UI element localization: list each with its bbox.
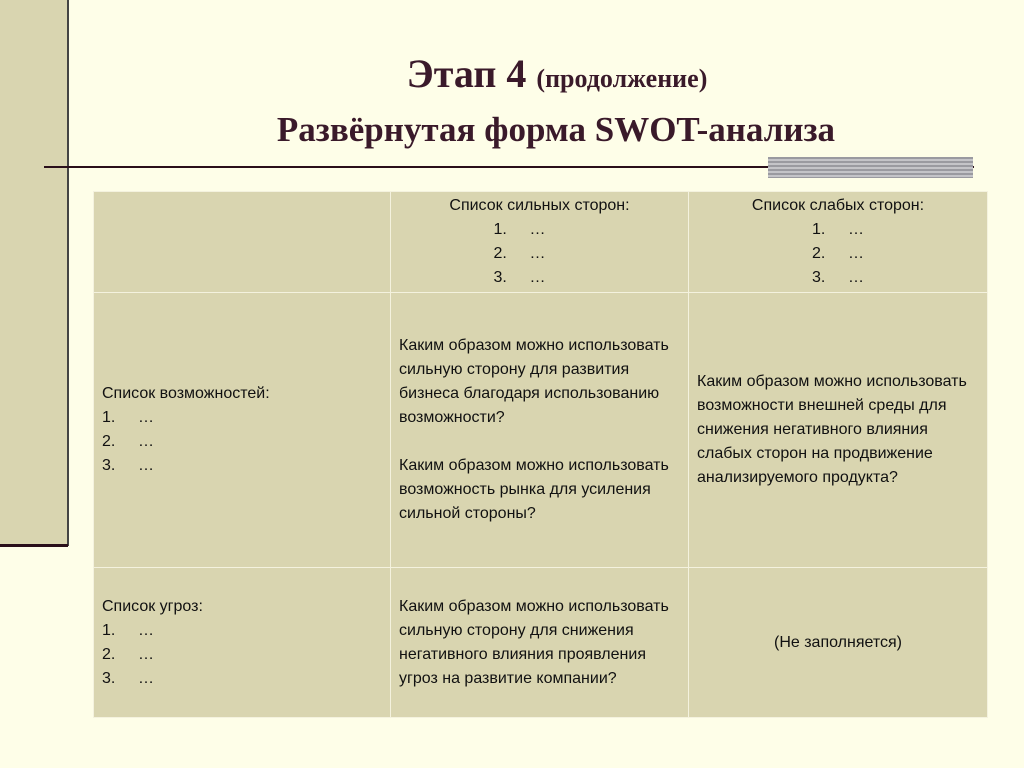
threats-header: Список угроз: xyxy=(102,597,203,615)
title-subtitle: Развёрнутая форма SWOT-анализа xyxy=(276,110,836,149)
list-item: 3. … xyxy=(102,457,154,474)
strengths-cell xyxy=(391,192,689,293)
weaknesses-cell xyxy=(689,192,988,293)
so-strategy-cell xyxy=(391,293,689,568)
list-item: 1. … xyxy=(102,621,154,639)
list-item: 3. … xyxy=(102,669,154,687)
weaknesses-list xyxy=(812,218,864,290)
st-question: Каким образом можно использовать сильную сторону для снижения негативного влияния проявления угроз на развитие компании? xyxy=(399,597,669,687)
list-item: 1. … xyxy=(493,221,546,238)
so-question-2: Каким образом можно использовать возможность рынка для усиления сильной стороны? xyxy=(399,457,669,522)
opportunities-cell xyxy=(94,293,391,568)
weaknesses-header: Список слабых сторон: xyxy=(751,197,925,214)
title-line-1 xyxy=(0,50,1024,103)
corner-cell xyxy=(94,192,391,293)
threats-cell xyxy=(94,568,391,718)
list-item: 1. … xyxy=(102,409,154,426)
left-decor-rule xyxy=(0,544,68,547)
wo-strategy-cell xyxy=(689,293,988,568)
list-item: 2. … xyxy=(102,645,154,663)
table-row xyxy=(94,568,988,718)
title-continuation: (продолжение) xyxy=(536,64,708,93)
list-item: 2. … xyxy=(102,433,154,450)
so-question-1: Каким образом можно использовать сильную сторону для развития бизнеса благодаря использованию возможности? xyxy=(399,337,669,426)
wt-strategy-cell xyxy=(689,568,988,718)
swot-table xyxy=(93,191,988,718)
wt-note: (Не заполняется) xyxy=(773,633,902,651)
opportunities-header: Список возможностей: xyxy=(102,385,270,402)
decor-grey-bar xyxy=(768,157,973,178)
list-item: 3. … xyxy=(493,269,546,286)
list-item: 2. … xyxy=(493,245,546,262)
table-row xyxy=(94,192,988,293)
strengths-list xyxy=(494,218,546,290)
list-item: 1. … xyxy=(812,221,864,238)
title-stage: Этап 4 xyxy=(406,51,527,96)
list-item: 2. … xyxy=(812,245,864,262)
strengths-header: Список сильных сторон: xyxy=(449,197,630,214)
table-row xyxy=(94,293,988,568)
wo-question: Каким образом можно использовать возможности внешней среды для снижения негативного влияния слабых сторон на продвижение анализируемого продукта? xyxy=(697,373,967,486)
st-strategy-cell xyxy=(391,568,689,718)
slide-title xyxy=(0,50,1024,153)
list-item: 3. … xyxy=(812,269,864,286)
